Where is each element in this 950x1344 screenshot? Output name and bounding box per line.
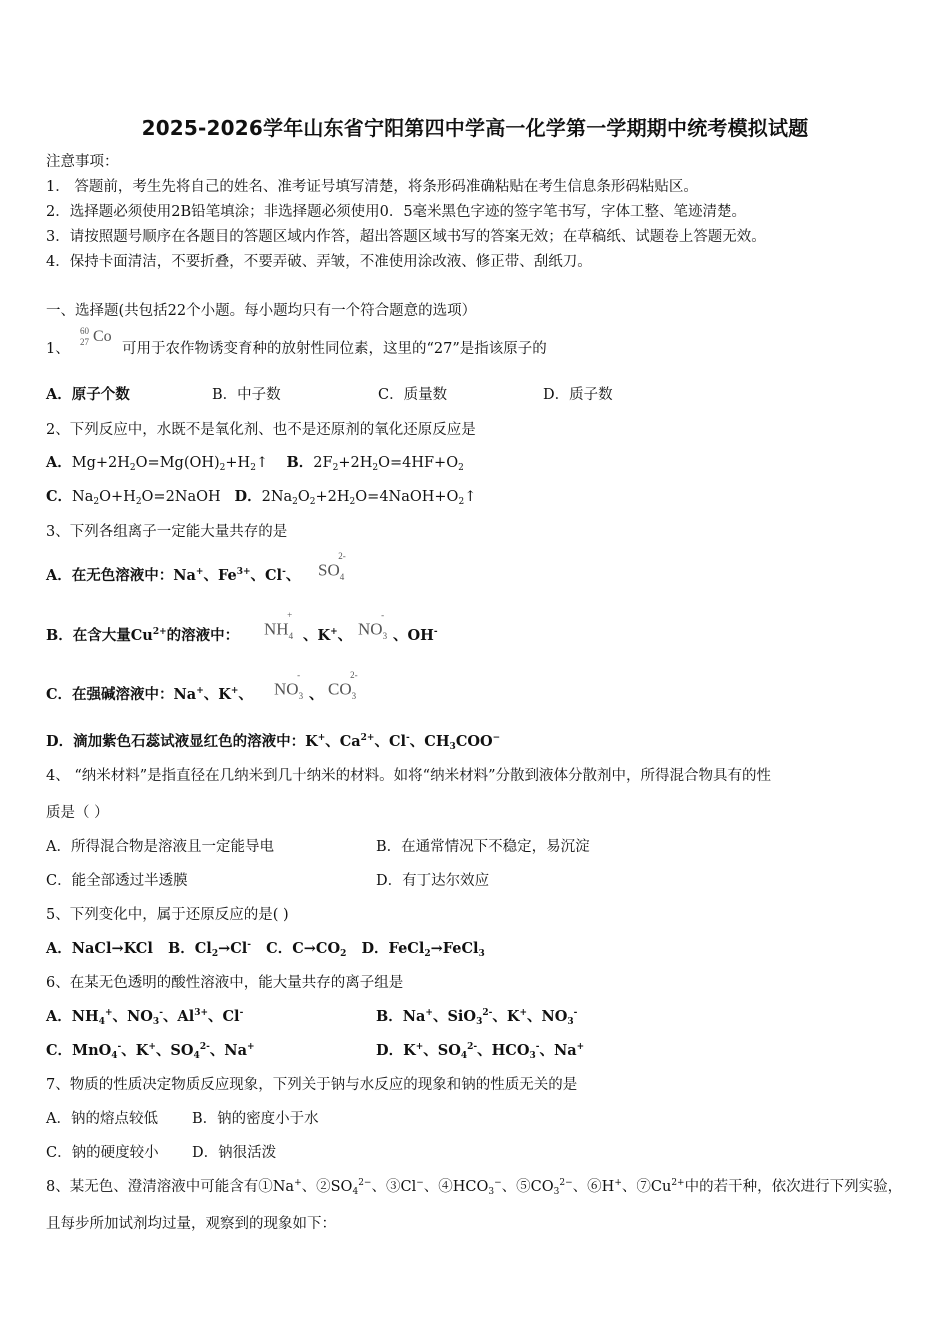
nitrate-ion-formula-c: $NO_3^-$ <box>274 670 304 702</box>
carbonate-ion-formula: $CO_3^{2-}$ <box>328 670 358 702</box>
q5-options: A．NaCl→KCl B．$Cl_2\to Cl^-$ C．$C\to CO_2$ D．FeCl$_2$→FeCl$_3$ <box>46 940 485 959</box>
q1-number: 1、 <box>46 341 70 357</box>
q2-stem: 2、下列反应中，水既不是氧化剂、也不是还原剂的氧化还原反应是 <box>46 422 476 438</box>
q4-option-c: C．能全部透过半透膜 <box>46 873 188 889</box>
q1-option-b: B．中子数 <box>212 387 281 403</box>
q8-stem-line2: 且每步所加试剂均过量，观察到的现象如下： <box>46 1216 336 1232</box>
q6-option-c: C．MnO$_4$-、K+、$SO_4^{2-}$、Na+ <box>46 1042 255 1061</box>
q7-option-d: D．钠很活泼 <box>192 1145 277 1161</box>
q3-option-d: D．滴加紫色石蕊试液显红色的溶液中：K+、$Ca^{2+}$、Cl-、$CH_3COO^-$ <box>46 733 501 752</box>
q2-option-cd: C．$Na_2O+H_2O=2NaOH$ D．$2Na_2O_2+2H_2O=4NaOH+O_2↑$ <box>46 488 477 507</box>
cobalt-nuclide-symbol: 60 27 Co <box>80 326 112 347</box>
q1-stem: 可用于农作物诱变育种的放射性同位素，这里的“27”是指该原子的 <box>122 341 547 357</box>
notice-1: 1． 答题前，考生先将自己的姓名、准考证号填写清楚，将条形码准确粘贴在考生信息条形码粘贴区。 <box>46 179 698 195</box>
q4-option-d: D．有丁达尔效应 <box>376 873 490 889</box>
q7-option-b: B．钠的密度小于水 <box>192 1111 319 1127</box>
notice-3: 3．请按照题号顺序在各题目的答题区域内作答，超出答题区域书写的答案无效；在草稿纸、试题卷上答题无效。 <box>46 229 766 245</box>
q7-option-a: A．钠的熔点较低 <box>46 1111 158 1127</box>
q4-option-a: A．所得混合物是溶液且一定能导电 <box>46 839 274 855</box>
q6-option-a: A．$NH_4^+$、$NO_3^-$、$Al^{3+}$、Cl- <box>46 1008 244 1027</box>
q6-stem: 6、在某无色透明的酸性溶液中，能大量共存的离子组是 <box>46 975 404 991</box>
q8-stem-line1: 8、某无色、澄清溶液中可能含有①Na+、$②SO_4^{2-}$、③Cl−、$④HCO_3^-$、$⑤CO_3^{2-}$、⑥H+、$⑦Cu^{2+}$中的若干种，依次进行下列实验， <box>46 1178 903 1197</box>
q7-option-c: C．钠的硬度较小 <box>46 1145 159 1161</box>
q3-option-c-sep: 、 <box>309 686 324 703</box>
q4-option-b: B．在通常情况下不稳定，易沉淀 <box>376 839 590 855</box>
notice-2: 2．选择题必须使用2B铅笔填涂；非选择题必须使用0．5毫米黑色字迹的签字笔书写，字体工整、笔迹清楚。 <box>46 204 747 220</box>
q6-option-b: B．Na+、SiO$_3^{2-}$、K+、$NO_3^-$ <box>376 1008 578 1027</box>
q5-stem: 5、下列变化中，属于还原反应的是( ) <box>46 907 289 923</box>
q1-option-d: D．质子数 <box>543 387 613 403</box>
ammonium-ion-formula: $NH_4^+$ <box>264 610 294 642</box>
q3-option-a: A．在无色溶液中：Na+、$Fe^{3+}$、Cl-、 <box>46 567 301 584</box>
section-heading: 一、选择题(共包括22个小题。每小题均只有一个符合题意的选项） <box>46 303 477 319</box>
q3-option-c: C．在强碱溶液中：Na+、K+、 <box>46 686 253 703</box>
q4-stem-line1: 4、 “纳米材料”是指直径在几纳米到几十纳米的材料。如将“纳米材料”分散到液体分散剂中，所得混合物具有的性 <box>46 768 771 784</box>
sulfate-ion-formula: $SO_4^{2-}$ <box>318 551 346 583</box>
q4-stem-line2: 质是（ ） <box>46 805 109 821</box>
page-title: 2025-2026学年山东省宁阳第四中学高一化学第一学期期中统考模拟试题 <box>141 116 809 140</box>
q1-options: A．原子个数 <box>46 386 130 403</box>
q3-option-b-oh: 、OH- <box>393 627 438 644</box>
q3-stem: 3、下列各组离子一定能大量共存的是 <box>46 524 288 540</box>
q2-option-ab: A．$Mg+2H_2O=Mg(OH)_2+H_2↑$ B．$2F_2+2H_2O=4HF+O_2$ <box>46 454 464 473</box>
notice-title: 注意事项： <box>46 154 119 170</box>
nitrate-ion-formula: $NO_3^-$ <box>358 610 388 642</box>
notice-4: 4．保持卡面清洁，不要折叠，不要弄破、弄皱，不准使用涂改液、修正带、刮纸刀。 <box>46 254 592 270</box>
q3-option-b: B．在含大量$Cu^{2+}$的溶液中： <box>46 627 240 644</box>
q7-stem: 7、物质的性质决定物质反应现象，下列关于钠与水反应的现象和钠的性质无关的是 <box>46 1077 578 1093</box>
q1-option-c: C．质量数 <box>378 387 448 403</box>
q3-option-b-ions: 、K+、 <box>303 627 353 644</box>
q6-option-d: D．K+、$SO_4^{2-}$、$HCO_3^-$、Na+ <box>376 1042 585 1061</box>
